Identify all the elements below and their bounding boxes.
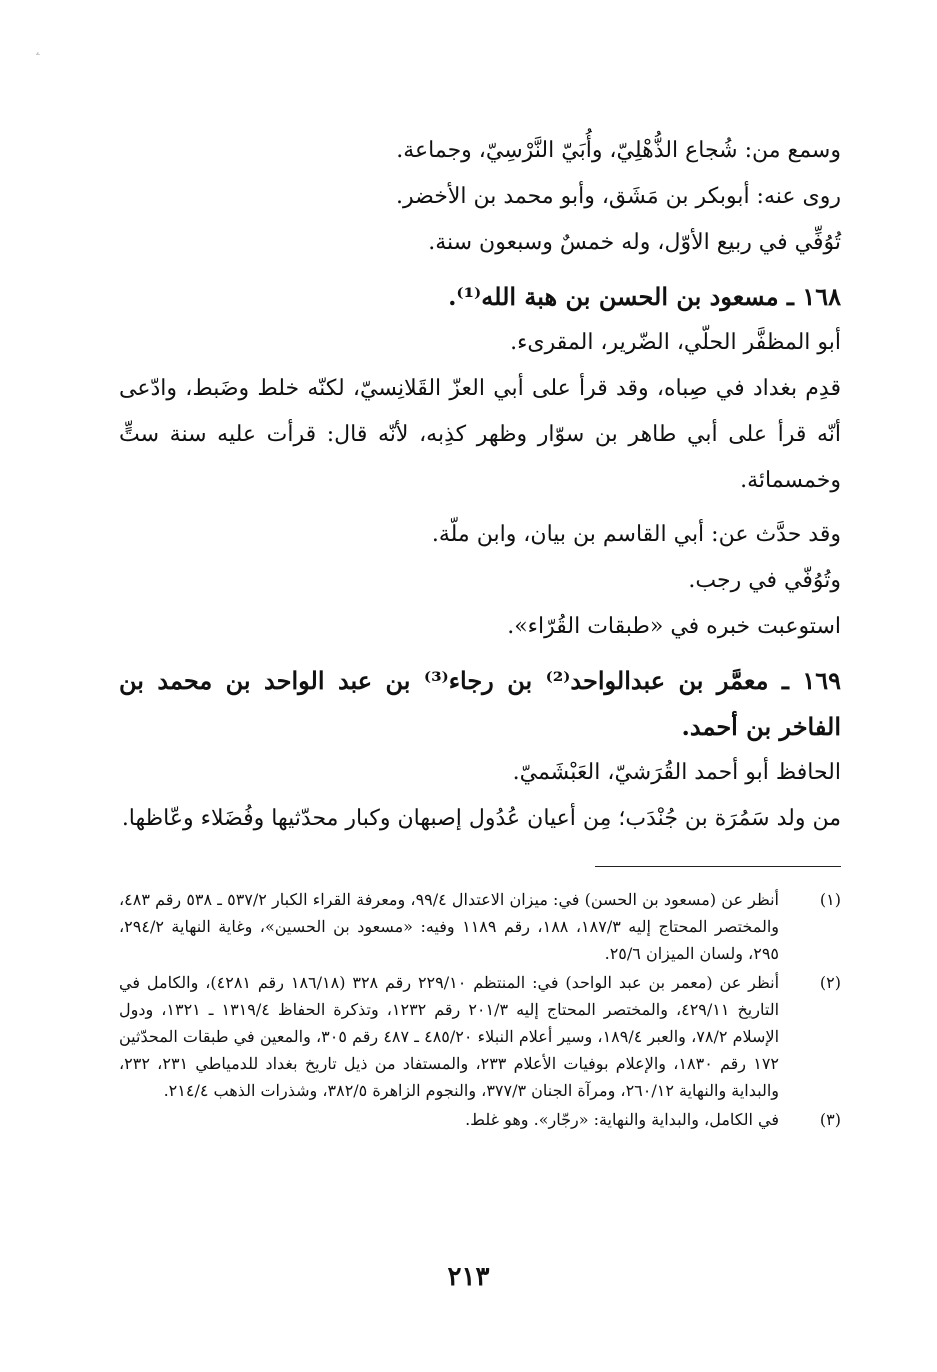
- footnote-number: (١): [819, 890, 841, 909]
- footnote: [119, 1106, 841, 1133]
- text-line: روى عنه: أبوبكر بن مَشَق، وأبو محمد بن الأخضر.: [396, 184, 841, 209]
- footnote-divider: [595, 866, 841, 867]
- footnote-text: أنظر عن (معمر بن عبد الواحد) في: المنتظم ٢٢٩/١٠ رقم ٣٢٨ (١٨٦/١٨ رقم ٤٢٨١)، والكامل في التاريخ ٤٢٩/١١، والمختصر المحتاج إليه ٢٠١/٣ رقم ١٢٣٢، وتذكرة الحفاظ ١٣١٩/٤ ـ ١٣٢١، ودول الإسلام ٧٨/٢، والعبر ١٨٩/٤، وسير أعلام النبلاء ٤٨٥/٢٠ ـ ٤٨٧ رقم ٣٠٥، والمعين في طبقات المحدّثين ١٧٢ رقم ١٨٣٠، والإعلام بوفيات الأعلام ٢٣٣، والمستفاد من ذيل تاريخ بغداد للدمياطي ٢٣١، ٢٣٢، والبداية والنهاية ٢٦٠/١٢، ومرآة الجنان ٣٧٧/٣، والنجوم الزاهرة ٣٨٢/٥، وشذرات الذهب ٢١٤/٤.: [119, 973, 780, 1100]
- text-line: أبو المظفَّر الحلّي، الضّرير، المقرىء.: [510, 330, 841, 355]
- entry-heading: ١٦٨ ـ مسعود بن الحسن بن هبة الله⁽¹⁾.: [448, 282, 841, 311]
- text-line: وتُوُفّي في رجب.: [688, 568, 841, 593]
- text-line: استوعبت خبره في «طبقات القُرّاء».: [507, 614, 841, 639]
- corner-mark: ۦ: [36, 44, 41, 58]
- text-paragraph: قدِم بغداد في صِباه، وقد قرأ على أبي العزّ القَلانِسيّ، لكنّه خلط وضَبط، وادّعى أنّه قرأ على أبي طاهر بن سوّار وظهر كذِبه، لأنّه قال: قرأت عليه سنة ستٍّ وخمسمائة.: [119, 376, 841, 493]
- text-line: وسمع من: شُجاع الذُّهْلِيّ، وأُبَيّ النَّرْسِيّ، وجماعة.: [396, 138, 841, 163]
- footnote: [119, 969, 841, 1104]
- footnote-text: في الكامل، والبداية والنهاية: «رجّار». وهو غلط.: [465, 1110, 779, 1129]
- text-line: وقد حدَّث عن: أبي القاسم بن بيان، وابن ملّة.: [431, 522, 841, 547]
- footnote-text: أنظر عن (مسعود بن الحسن) في: ميزان الاعتدال ٩٩/٤، ومعرفة القراء الكبار ٥٣٧/٢ ـ ٥٣٨ رقم ٤٨٣، والمختصر المحتاج إليه ١٨٧/٣، ١٨٨، رقم ١١٨٩ وفيه: «مسعود بن الحسين»، وغاية النهاية ٢٩٤/٢، ٢٩٥، ولسان الميزان ٢٥/٦.: [119, 890, 780, 963]
- footnote-number: (٣): [819, 1110, 841, 1129]
- text-line: الحافظ أبو أحمد القُرَشيّ، العَبْشَميّ.: [512, 760, 841, 785]
- page-number: ٢١٣: [447, 1262, 490, 1292]
- footnote: [119, 886, 841, 967]
- text-line: تُوُفِّي في ربيع الأوّل، وله خمسٌ وسبعون سنة.: [428, 230, 841, 255]
- text-paragraph: من ولد سَمُرَة بن جُنْدَب؛ مِن أعيان عُدُول إصبهان وكبار محدّثيها وفُضَلاء وعّاظها.: [121, 806, 841, 831]
- main-text: [119, 128, 841, 842]
- footnote-number: (٢): [819, 973, 841, 992]
- entry-heading: ١٦٩ ـ معمَّر بن عبدالواحد⁽²⁾ بن رجاء⁽³⁾ بن عبد الواحد بن محمد بن الفاخر بن أحمد.: [119, 666, 842, 741]
- footnotes: [119, 886, 841, 1135]
